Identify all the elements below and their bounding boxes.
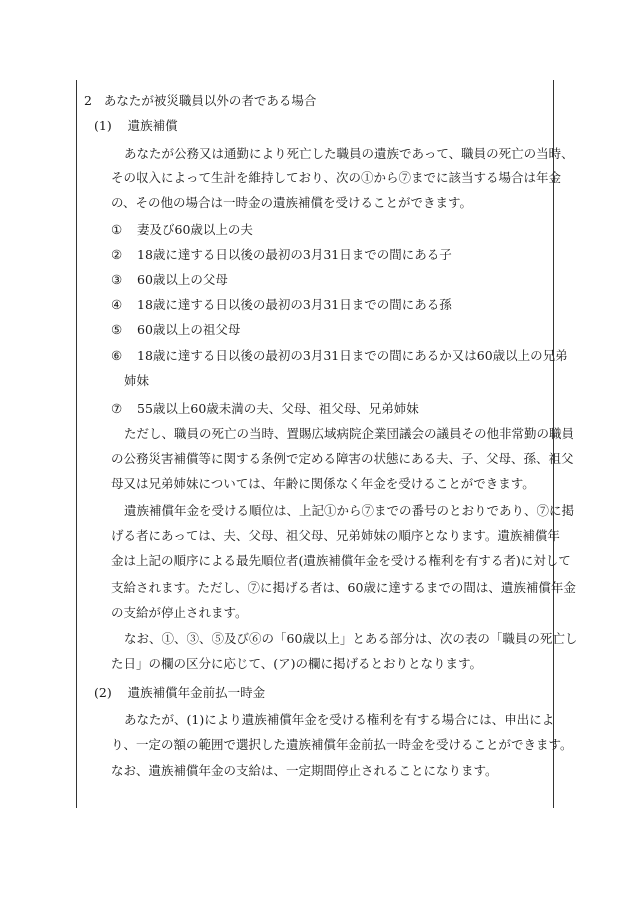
list-item [111,247,452,263]
subsection-2-heading [94,685,265,701]
item-marker: ③ [111,272,123,287]
subsection-2-number: (2) [94,685,112,700]
subsection-1-heading [94,118,178,134]
item-text: 妻及び60歳以上の夫 [137,222,253,237]
item-text: 18歳に達する日以後の最初の3月31日までの間にある子 [137,247,452,262]
item-marker: ⑥ [111,348,123,363]
para2-line-3: 母又は兄弟姉妹については、年齢に関係なく年金を受けることができます。 [111,476,535,491]
subsection-1-number: (1) [94,118,112,133]
para3-line-3: 金は上記の順序による最先順位者(遺族補償年金を受ける権利を有する者)に対して [111,553,571,568]
item-text: 60歳以上の父母 [137,272,228,287]
intro-line-3: の、その他の場合は一時金の遺族補償を受けることができます。 [111,195,473,210]
item-marker: ④ [111,297,123,312]
list-item [111,222,253,238]
sub2-para-line-2: り、一定の額の範囲で選択した遺族補償年金前払一時金を受けることができます。 [111,737,573,752]
section-title: あなたが被災職員以外の者である場合 [103,93,317,108]
para3-line-5: の支給が停止されます。 [111,605,248,620]
item-marker: ② [111,247,123,262]
subsection-1-title: 遺族補償 [127,118,178,133]
item-marker: ⑤ [111,322,123,337]
list-item [111,348,568,364]
list-item [111,401,419,417]
list-item [111,272,228,288]
para4-line-1: なお、①、③、⑤及び⑥の「60歳以上」とある部分は、次の表の「職員の死亡し [124,631,578,646]
para2-line-2: の公務災害補償等に関する条例で定める障害の状態にある夫、子、父母、孫、祖父 [111,451,574,466]
list-item [111,322,240,338]
item-marker: ⑦ [111,401,123,416]
section-number: 2 [84,93,92,108]
section-heading [84,93,316,109]
item-marker: ① [111,222,123,237]
subsection-2-title: 遺族補償年金前払一時金 [127,685,266,700]
para2-line-1: ただし、職員の死亡の当時、置賜広域病院企業団議会の議員その他非常勤の職員 [124,426,575,441]
intro-line-2: その収入によって生計を維持しており、次の①から⑦までに該当する場合は年金 [111,170,562,185]
item-text: 18歳に達する日以後の最初の3月31日までの間にあるか又は60歳以上の兄弟 [137,348,568,363]
item-text: 18歳に達する日以後の最初の3月31日までの間にある孫 [137,297,452,312]
item-text: 55歳以上60歳未満の夫、父母、祖父母、兄弟姉妹 [137,401,419,416]
sub2-para-line-3: なお、遺族補償年金の支給は、一定期間停止されることになります。 [111,763,498,778]
list-item [111,297,452,313]
para3-line-2: げる者にあっては、夫、父母、祖父母、兄弟姉妹の順序となります。遺族補償年 [111,528,560,543]
para3-line-1: 遺族補償年金を受ける順位は、上記①から⑦までの番号のとおりであり、⑦に掲 [124,503,575,518]
sub2-para-line-1: あなたが、(1)により遺族補償年金を受ける権利を有する場合には、申出によ [124,712,555,727]
para4-line-2: た日」の欄の区分に応じて、(ア)の欄に掲げるとおりとなります。 [111,656,483,671]
intro-line-1: あなたが公務又は通勤により死亡した職員の遺族であって、職員の死亡の当時、 [124,146,574,161]
para3-line-4: 支給されます。ただし、⑦に掲げる者は、60歳に達するまでの間は、遺族補償年金 [111,580,576,595]
item-text: 60歳以上の祖父母 [137,322,241,337]
list-item-continuation: 姉妹 [124,373,150,388]
